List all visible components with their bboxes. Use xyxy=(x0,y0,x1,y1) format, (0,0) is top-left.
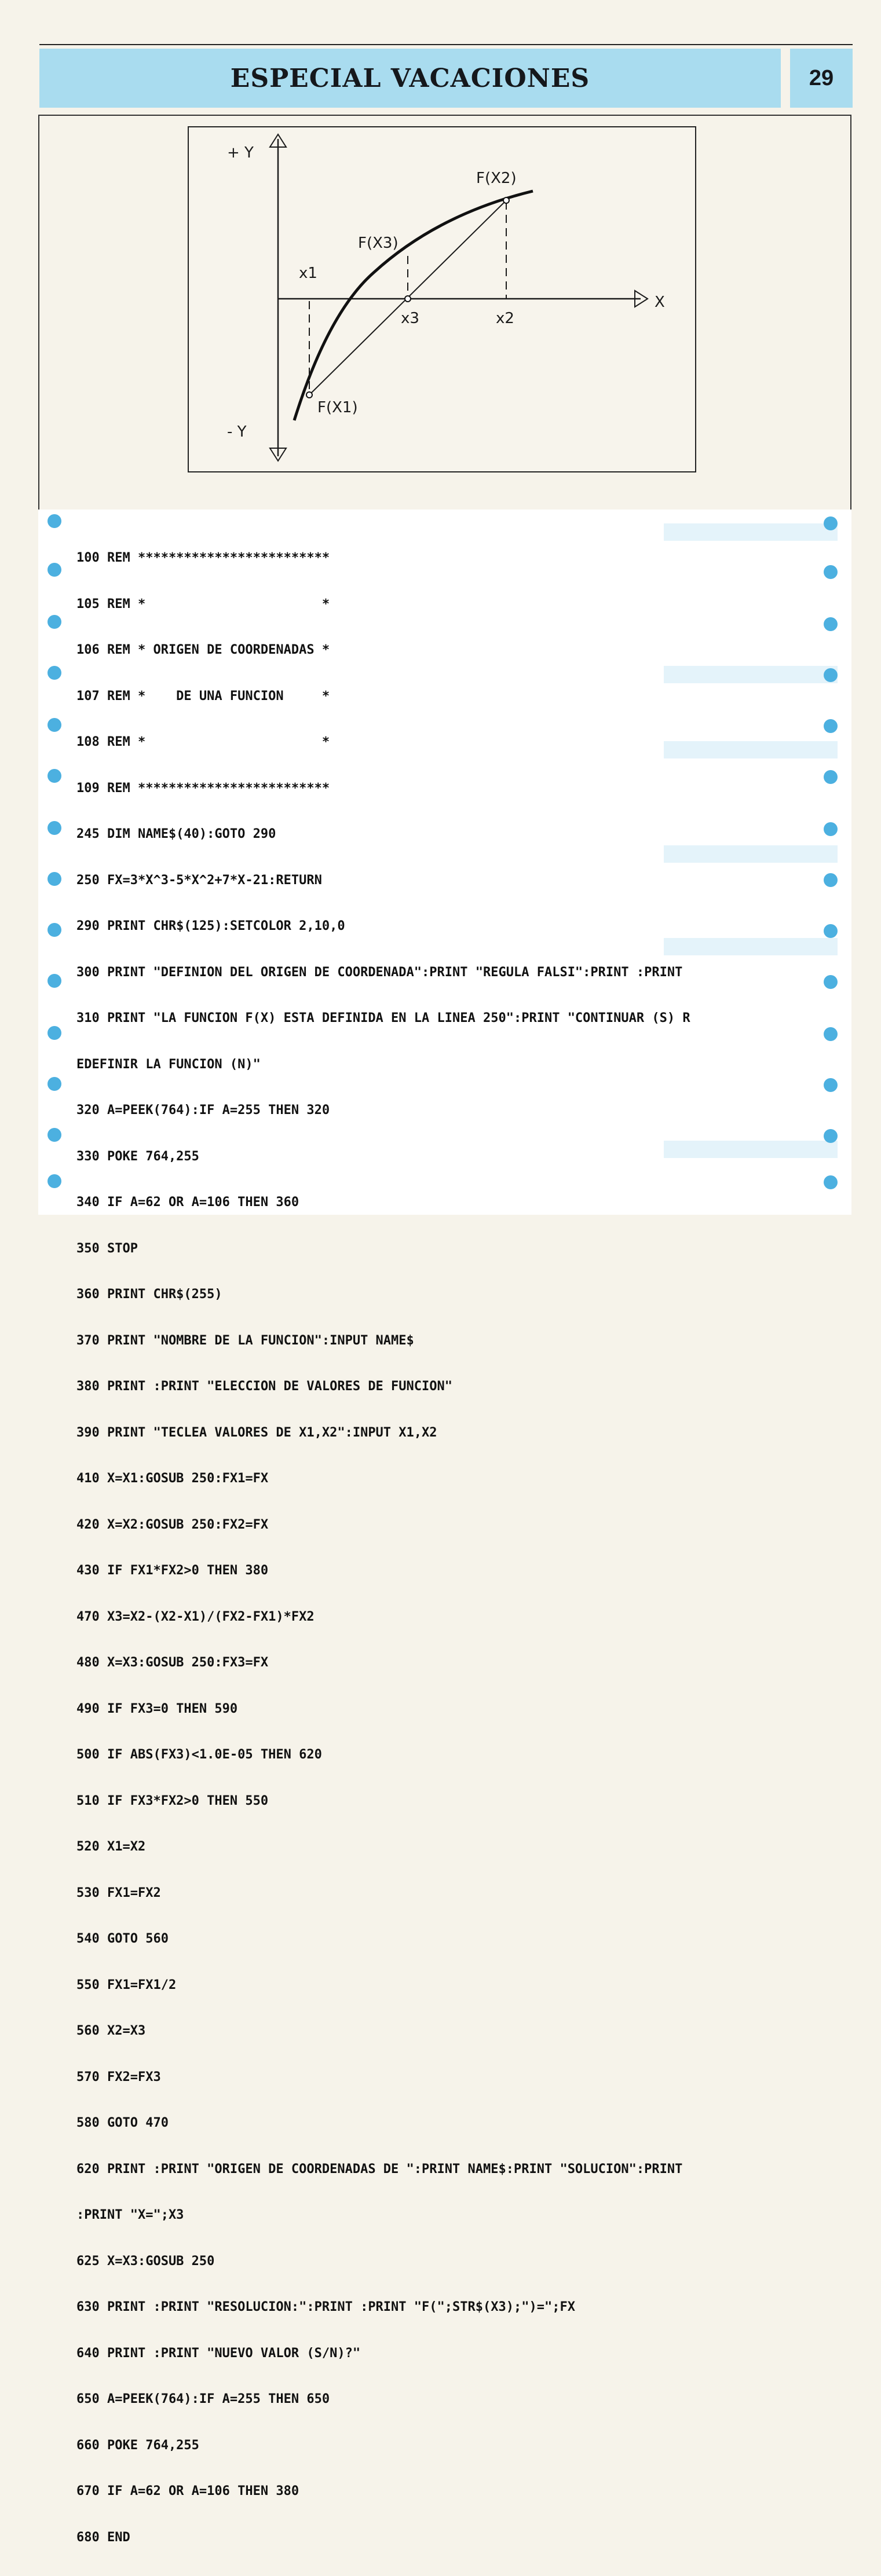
feed-hole-icon xyxy=(824,1027,838,1041)
feed-hole-icon xyxy=(47,872,61,886)
code-line: EDEFINIR LA FUNCION (N)" xyxy=(76,1057,261,1072)
point-fx2 xyxy=(503,197,509,203)
feed-hole-icon xyxy=(824,975,838,989)
code-line: 560 X2=X3 xyxy=(76,2024,146,2038)
code-line: 370 PRINT "NOMBRE DE LA FUNCION":INPUT NAME$ xyxy=(76,1333,414,1348)
code-line: 410 X=X1:GOSUB 250:FX1=FX xyxy=(76,1471,269,1486)
code-line: 540 GOTO 560 xyxy=(76,1932,169,1946)
code-lines xyxy=(76,520,841,2576)
function-curve xyxy=(294,191,533,420)
code-line: 640 PRINT :PRINT "NUEVO VALOR (S/N)?" xyxy=(76,2346,361,2361)
feed-hole-icon xyxy=(824,565,838,579)
code-line: 360 PRINT CHR$(255) xyxy=(76,1287,222,1302)
label-fx2: F(X2) xyxy=(476,170,517,187)
feed-hole-icon xyxy=(47,1128,61,1142)
code-line: :PRINT "X=";X3 xyxy=(76,2208,184,2222)
page-number: 29 xyxy=(790,49,853,108)
code-line: 380 PRINT :PRINT "ELECCION DE VALORES DE FUNCION" xyxy=(76,1379,453,1394)
label-x1: x1 xyxy=(299,265,317,282)
feed-hole-icon xyxy=(824,516,838,530)
code-line: 580 GOTO 470 xyxy=(76,2116,169,2130)
code-line: 320 A=PEEK(764):IF A=255 THEN 320 xyxy=(76,1103,330,1117)
feed-hole-icon xyxy=(47,1174,61,1188)
code-line: 520 X1=X2 xyxy=(76,1840,146,1854)
feed-hole-icon xyxy=(824,1129,838,1143)
feed-hole-icon xyxy=(47,769,61,783)
label-fx1: F(X1) xyxy=(317,399,358,416)
page-title: ESPECIAL VACACIONES xyxy=(230,63,590,93)
label-x-axis: X xyxy=(655,294,665,311)
feed-hole-icon xyxy=(47,563,61,577)
diagram-canvas xyxy=(189,127,695,471)
code-line: 300 PRINT "DEFINION DEL ORIGEN DE COORDENADA":PRINT "REGULA FALSI":PRINT :PRINT xyxy=(76,965,683,980)
code-line: 470 X3=X2-(X2-X1)/(FX2-FX1)*FX2 xyxy=(76,1609,315,1624)
code-line: 420 X=X2:GOSUB 250:FX2=FX xyxy=(76,1517,269,1532)
code-line: 530 FX1=FX2 xyxy=(76,1885,161,1900)
code-line: 625 X=X3:GOSUB 250 xyxy=(76,2253,215,2269)
code-line: 105 REM * * xyxy=(76,596,330,611)
feed-hole-icon xyxy=(47,923,61,937)
feed-hole-icon xyxy=(47,1026,61,1040)
code-line: 680 END xyxy=(76,2530,130,2545)
code-line: 650 A=PEEK(764):IF A=255 THEN 650 xyxy=(76,2392,330,2406)
feed-hole-icon xyxy=(47,1077,61,1091)
label-minus-y: - Y xyxy=(227,423,247,441)
code-line: 310 PRINT "LA FUNCION F(X) ESTA DEFINIDA EN LA LINEA 250":PRINT "CONTINUAR (S) R xyxy=(76,1011,690,1025)
code-line: 290 PRINT CHR$(125):SETCOLOR 2,10,0 xyxy=(76,919,345,933)
label-x2: x2 xyxy=(496,310,514,327)
code-line: 390 PRINT "TECLEA VALORES DE X1,X2":INPUT X1,X2 xyxy=(76,1425,437,1440)
code-line: 107 REM * DE UNA FUNCION * xyxy=(76,688,330,703)
code-line: 630 PRINT :PRINT "RESOLUCION:":PRINT :PRINT "F(";STR$(X3);")=";FX xyxy=(76,2300,575,2314)
code-line: 430 IF FX1*FX2>0 THEN 380 xyxy=(76,1563,269,1578)
code-line: 350 STOP xyxy=(76,1241,138,1256)
feed-hole-icon xyxy=(824,873,838,887)
feed-hole-icon xyxy=(824,924,838,938)
regula-falsi-diagram xyxy=(188,126,696,472)
feed-hole-icon xyxy=(824,668,838,682)
code-line: 670 IF A=62 OR A=106 THEN 380 xyxy=(76,2484,299,2498)
code-line: 570 FX2=FX3 xyxy=(76,2069,161,2084)
feed-hole-icon xyxy=(824,1175,838,1189)
code-line: 660 POKE 764,255 xyxy=(76,2438,199,2453)
header-banner xyxy=(39,49,781,108)
code-line: 250 FX=3*X^3-5*X^2+7*X-21:RETURN xyxy=(76,873,322,888)
feed-hole-icon xyxy=(824,1078,838,1092)
feed-hole-icon xyxy=(47,666,61,680)
feed-hole-icon xyxy=(47,514,61,528)
feed-hole-icon xyxy=(47,821,61,835)
code-line: 490 IF FX3=0 THEN 590 xyxy=(76,1701,238,1716)
code-line: 245 DIM NAME$(40):GOTO 290 xyxy=(76,827,276,841)
top-rule xyxy=(39,44,853,45)
code-line: 330 POKE 764,255 xyxy=(76,1149,199,1164)
code-line: 108 REM * * xyxy=(76,735,330,749)
code-line: 480 X=X3:GOSUB 250:FX3=FX xyxy=(76,1655,269,1670)
code-line: 109 REM ************************* xyxy=(76,781,330,796)
label-plus-y: + Y xyxy=(227,144,254,162)
code-line: 340 IF A=62 OR A=106 THEN 360 xyxy=(76,1195,299,1210)
label-fx3: F(X3) xyxy=(358,234,399,252)
program-listing xyxy=(38,510,851,2545)
feed-hole-icon xyxy=(47,615,61,629)
code-line: 100 REM ************************* xyxy=(76,551,330,565)
feed-hole-icon xyxy=(47,974,61,988)
code-line: 550 FX1=FX1/2 xyxy=(76,1977,177,1992)
code-line: 620 PRINT :PRINT "ORIGEN DE COORDENADAS DE ":PRINT NAME$:PRINT "SOLUCION":PRINT xyxy=(76,2161,683,2176)
point-fx1 xyxy=(306,392,312,398)
point-x3 xyxy=(405,296,411,302)
feed-hole-icon xyxy=(824,617,838,631)
feed-hole-icon xyxy=(824,822,838,836)
feed-hole-icon xyxy=(47,718,61,732)
label-x3: x3 xyxy=(401,310,419,327)
code-line: 500 IF ABS(FX3)<1.0E-05 THEN 620 xyxy=(76,1747,322,1762)
code-line: 510 IF FX3*FX2>0 THEN 550 xyxy=(76,1793,269,1808)
feed-hole-icon xyxy=(824,719,838,733)
feed-hole-icon xyxy=(824,770,838,784)
code-line: 106 REM * ORIGEN DE COORDENADAS * xyxy=(76,643,330,657)
